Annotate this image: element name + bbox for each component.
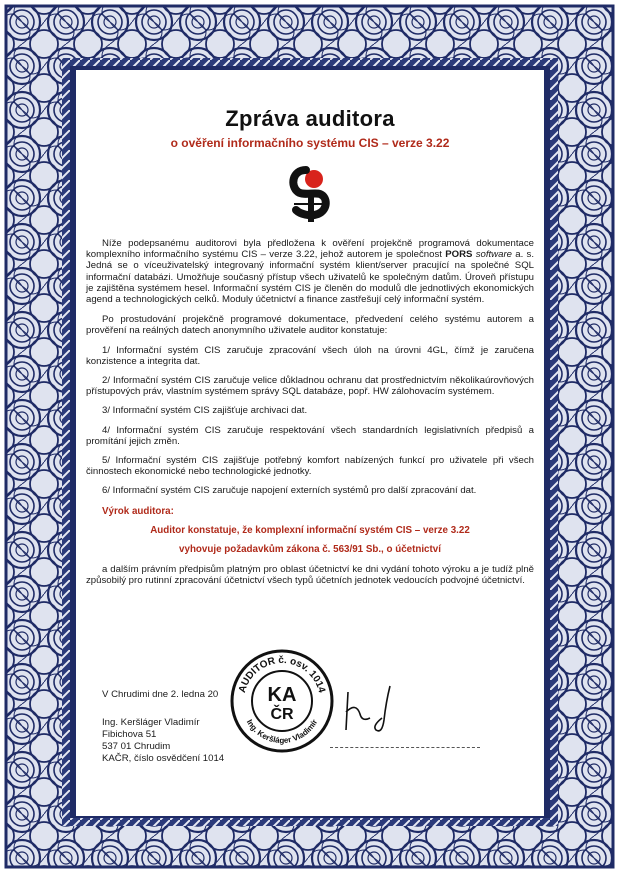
auditor-street: Fibichova 51	[102, 729, 157, 740]
company-name: PORS	[445, 249, 473, 261]
auditor-name: Ing. Keršláger Vladimír	[102, 717, 200, 728]
signature-line	[330, 747, 480, 748]
verdict-heading: Výrok auditora:	[102, 505, 174, 517]
stamp-bottom-text: Ing. Keršláger Vladimír	[244, 717, 320, 746]
document-title: Zpráva auditora	[225, 106, 395, 131]
handwritten-signature	[342, 682, 412, 738]
intro-part2: a. s. Jedná se o víceuživatelský integrovaný informační systém klient/server pracující na společné SQL informační databázi. Umožňuje současný přístup všech uživatelů ke společným datům. Úroveň přístupu je zajištěna systémem hesel. Informační systém CIS je členěn do modulů dle jednotlivých ekonomických agend a technologických celků. Moduly účetnictví a finance zastřešují celý informační systém.	[86, 249, 535, 306]
cis-logo-icon	[284, 164, 336, 226]
stamp-center-top: KA	[267, 684, 297, 706]
auditor-stamp	[228, 647, 336, 755]
auditor-city: 537 01 Chrudim	[102, 741, 171, 752]
intro-paragraph	[86, 238, 534, 305]
verdict-line-3: a dalším právním předpisům platným pro oblast účetnictví ke dni vydání tohoto výroku a je tudíž plně způsobilý pro rutinní zpracování účetnictví všech typů účetních jednotek vedoucích podvojné účetnictví.	[86, 563, 534, 586]
finding-1: 1/ Informační systém CIS zaručuje zpracování všech úloh na úrovni 4GL, čímž je zaručena konzistence a integrita dat.	[86, 344, 534, 367]
company-suffix: software	[475, 249, 512, 261]
verdict-line-1: Auditor konstatuje, že komplexní informační systém CIS – verze 3.22	[150, 524, 470, 536]
auditor-info	[102, 689, 224, 765]
study-paragraph: Po prostudování projekčně programové dokumentace, předvedení celého systému autorem a prověření na reálných datech anonymního uživatele auditor konstatuje:	[86, 314, 534, 337]
finding-2: 2/ Informační systém CIS zaručuje velice důkladnou ochranu dat prostřednictvím několikaúrovňových přístupových práv, vlastním systémem správy SQL databáze, popř. HW zálohovacím systémem.	[86, 375, 534, 398]
finding-6: 6/ Informační systém CIS zaručuje napojení externích systémů pro další zpracování dat.	[102, 485, 477, 497]
document-body	[80, 72, 540, 812]
finding-5: 5/ Informační systém CIS zajišťuje potřebný komfort nabízených funkcí pro uživatele při všech činnostech ekonomické nebo technologické jednotky.	[86, 455, 534, 478]
finding-3: 3/ Informační systém CIS zajišťuje archivaci dat.	[102, 405, 308, 417]
stamp-center-bottom: ČR	[270, 706, 294, 723]
finding-4: 4/ Informační systém CIS zaručuje respektování všech standardních legislativních předpisů a promítání jejich změn.	[86, 424, 534, 447]
auditor-license: KAČR, číslo osvědčení 1014	[102, 753, 225, 764]
stamp-top-text: AUDITOR č. osv. 1014	[236, 654, 328, 695]
place-date: V Chrudimi dne 2. ledna 20	[102, 689, 219, 700]
document-subtitle: o ověření informačního systému CIS – verze 3.22	[170, 136, 450, 150]
intro-part1: Níže podepsanému auditorovi byla předložena k ověření projekčně programová dokumentace komplexního informačního systému CIS – verze 3.22, jehož autorem je společnost	[86, 238, 534, 261]
verdict-line-2: vyhovuje požadavkům zákona č. 563/91 Sb., o účetnictví	[179, 543, 441, 555]
